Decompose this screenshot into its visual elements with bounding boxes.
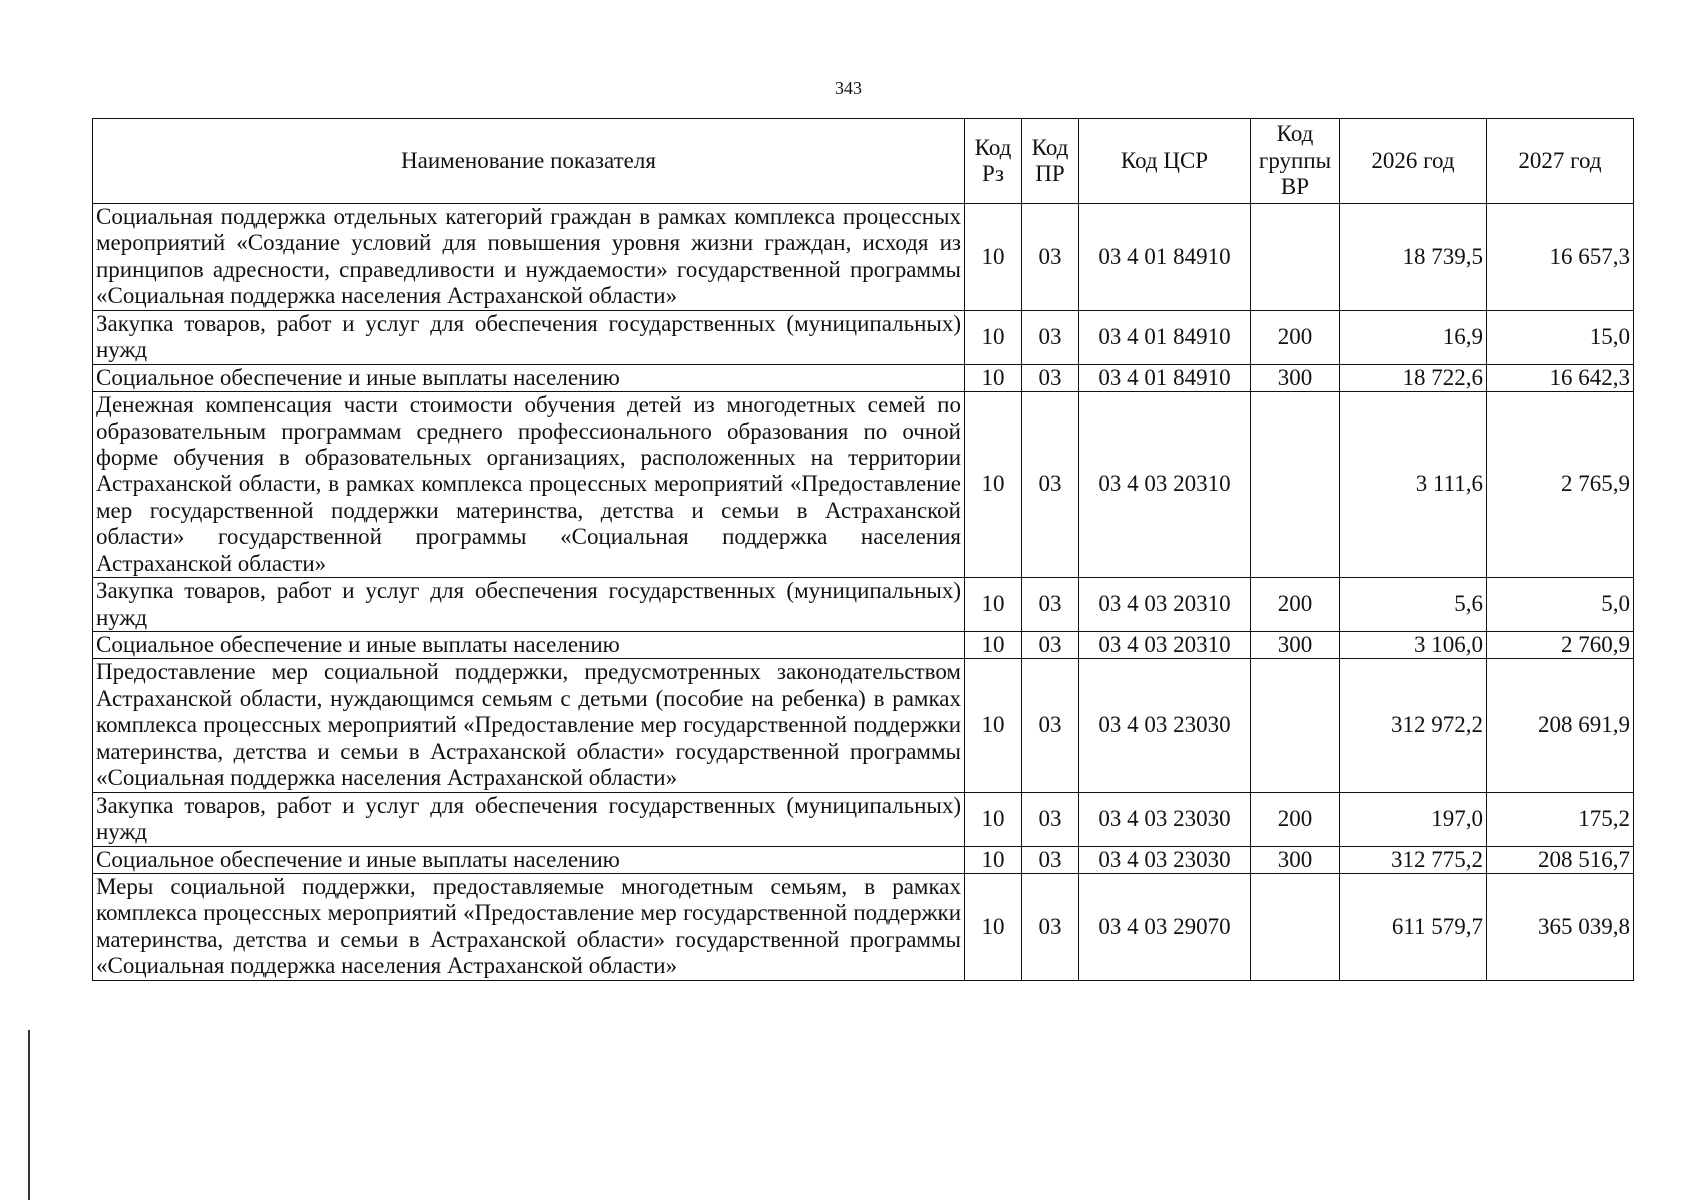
row-2027: 2 760,9: [1487, 632, 1634, 659]
row-rz: 10: [965, 392, 1022, 578]
row-rz: 10: [965, 792, 1022, 846]
budget-table: [92, 118, 1634, 981]
row-2026: 312 775,2: [1340, 846, 1487, 873]
table-row: [93, 792, 1634, 846]
row-csr: 03 4 03 23030: [1079, 792, 1251, 846]
table-row: [93, 873, 1634, 980]
row-2027: 5,0: [1487, 578, 1634, 632]
header-csr: Код ЦСР: [1079, 119, 1251, 204]
row-pr: 03: [1022, 659, 1079, 792]
row-name: Закупка товаров, работ и услуг для обеспечения государственных (муниципальных) нужд: [93, 578, 965, 632]
row-name: Социальное обеспечение и иные выплаты населению: [93, 364, 965, 391]
header-2027: 2027 год: [1487, 119, 1634, 204]
row-pr: 03: [1022, 846, 1079, 873]
row-csr: 03 4 03 29070: [1079, 873, 1251, 980]
row-2027: 175,2: [1487, 792, 1634, 846]
row-pr: 03: [1022, 873, 1079, 980]
row-name: Закупка товаров, работ и услуг для обеспечения государственных (муниципальных) нужд: [93, 792, 965, 846]
table-row: [93, 846, 1634, 873]
row-2027: 15,0: [1487, 310, 1634, 364]
row-2026: 611 579,7: [1340, 873, 1487, 980]
row-csr: 03 4 03 23030: [1079, 846, 1251, 873]
row-vr: 300: [1251, 846, 1340, 873]
row-vr: [1251, 392, 1340, 578]
row-csr: 03 4 01 84910: [1079, 364, 1251, 391]
row-vr: [1251, 204, 1340, 311]
row-csr: 03 4 03 20310: [1079, 578, 1251, 632]
row-pr: 03: [1022, 310, 1079, 364]
table-row: [93, 364, 1634, 391]
row-2026: 16,9: [1340, 310, 1487, 364]
row-name: Предоставление мер социальной поддержки, предусмотренных законодательством Астраханской области, нуждающимся семьям с детьми (пособие на ребенка) в рамках комплекса процессных мероприятий «Предоставление мер государственной поддержки материнства, детства и семьи в Астраханской области» государственной программы «Социальная поддержка населения Астраханской области»: [93, 659, 965, 792]
row-csr: 03 4 01 84910: [1079, 204, 1251, 311]
row-rz: 10: [965, 364, 1022, 391]
row-2026: 312 972,2: [1340, 659, 1487, 792]
header-name: Наименование показателя: [93, 119, 965, 204]
table-row: [93, 204, 1634, 311]
row-rz: 10: [965, 659, 1022, 792]
row-pr: 03: [1022, 204, 1079, 311]
row-csr: 03 4 03 20310: [1079, 632, 1251, 659]
row-2026: 3 111,6: [1340, 392, 1487, 578]
row-rz: 10: [965, 204, 1022, 311]
row-pr: 03: [1022, 364, 1079, 391]
row-name: Социальное обеспечение и иные выплаты населению: [93, 846, 965, 873]
row-csr: 03 4 03 20310: [1079, 392, 1251, 578]
table-row: [93, 310, 1634, 364]
margin-line: [28, 1030, 30, 1200]
row-vr: 200: [1251, 310, 1340, 364]
row-name: Денежная компенсация части стоимости обучения детей из многодетных семей по образовательным программам среднего профессионального образования по очной форме обучения в образовательных организациях, расположенных на территории Астраханской области, в рамках комплекса процессных мероприятий «Предоставление мер государственной поддержки материнства, детства и семьи в Астраханской области» государственной программы «Социальная поддержка населения Астраханской области»: [93, 392, 965, 578]
row-rz: 10: [965, 310, 1022, 364]
table-row: [93, 659, 1634, 792]
row-vr: 200: [1251, 578, 1340, 632]
row-2026: 18 722,6: [1340, 364, 1487, 391]
row-vr: [1251, 659, 1340, 792]
row-vr: 200: [1251, 792, 1340, 846]
row-2026: 5,6: [1340, 578, 1487, 632]
row-2027: 16 657,3: [1487, 204, 1634, 311]
header-2026: 2026 год: [1340, 119, 1487, 204]
header-row: [93, 119, 1634, 204]
row-rz: 10: [965, 846, 1022, 873]
header-pr: Код ПР: [1022, 119, 1079, 204]
row-pr: 03: [1022, 632, 1079, 659]
table-row: [93, 392, 1634, 578]
row-csr: 03 4 03 23030: [1079, 659, 1251, 792]
row-2027: 208 691,9: [1487, 659, 1634, 792]
row-name: Социальная поддержка отдельных категорий граждан в рамках комплекса процессных мероприятий «Создание условий для повышения уровня жизни граждан, исходя из принципов адресности, справедливости и нуждаемости» государственной программы «Социальная поддержка населения Астраханской области»: [93, 204, 965, 311]
row-2027: 16 642,3: [1487, 364, 1634, 391]
row-name: Социальное обеспечение и иные выплаты населению: [93, 632, 965, 659]
row-2026: 197,0: [1340, 792, 1487, 846]
row-2026: 18 739,5: [1340, 204, 1487, 311]
row-2027: 365 039,8: [1487, 873, 1634, 980]
row-rz: 10: [965, 632, 1022, 659]
table-row: [93, 632, 1634, 659]
row-vr: 300: [1251, 364, 1340, 391]
row-vr: [1251, 873, 1340, 980]
row-2026: 3 106,0: [1340, 632, 1487, 659]
row-pr: 03: [1022, 392, 1079, 578]
row-2027: 2 765,9: [1487, 392, 1634, 578]
header-vr: Код группы ВР: [1251, 119, 1340, 204]
page-number: 343: [835, 78, 862, 98]
row-rz: 10: [965, 873, 1022, 980]
table-row: [93, 578, 1634, 632]
header-rz: Код Рз: [965, 119, 1022, 204]
row-rz: 10: [965, 578, 1022, 632]
row-pr: 03: [1022, 578, 1079, 632]
row-pr: 03: [1022, 792, 1079, 846]
row-name: Закупка товаров, работ и услуг для обеспечения государственных (муниципальных) нужд: [93, 310, 965, 364]
row-vr: 300: [1251, 632, 1340, 659]
row-csr: 03 4 01 84910: [1079, 310, 1251, 364]
row-2027: 208 516,7: [1487, 846, 1634, 873]
row-name: Меры социальной поддержки, предоставляемые многодетным семьям, в рамках комплекса процессных мероприятий «Предоставление мер государственной поддержки материнства, детства и семьи в Астраханской области» государственной программы «Социальная поддержка населения Астраханской области»: [93, 873, 965, 980]
